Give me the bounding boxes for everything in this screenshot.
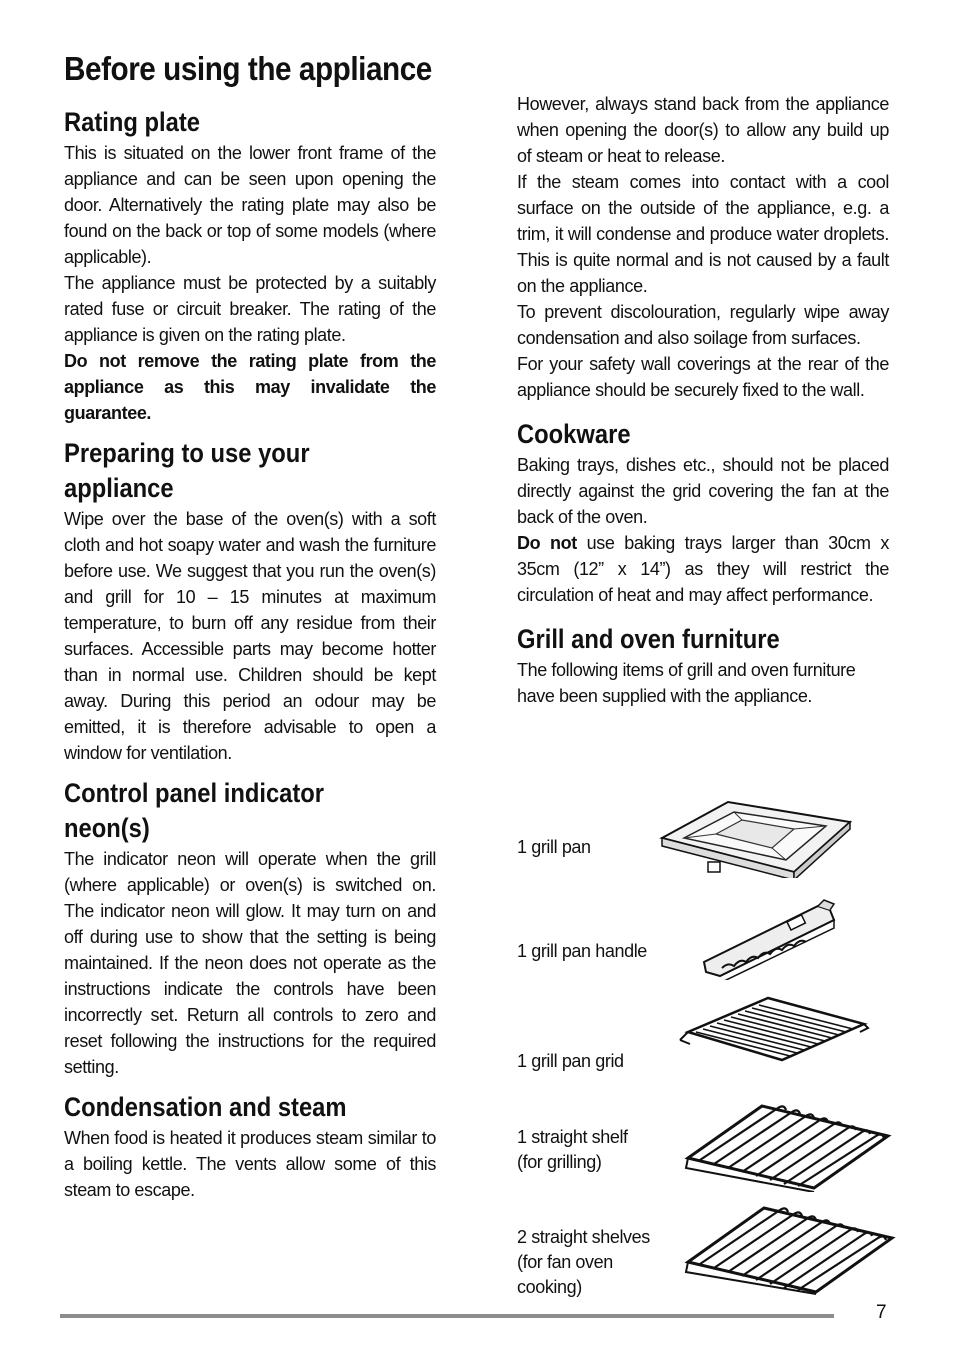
- cookware-do-not: Do not: [517, 533, 577, 553]
- preparing-heading: [64, 436, 434, 506]
- condensation-p4: To prevent discolouration, regularly wipe away condensation and also soilage from surfaces.: [517, 302, 889, 348]
- condensation-p3: If the steam comes into contact with a cool surface on the outside of the appliance, e.g. a trim, it will condense and produce water droplets. This is quite normal and is not caused by a fault on the appliance.: [517, 172, 889, 296]
- cookware-heading: Cookware: [517, 419, 631, 449]
- rating-plate-p1: This is situated on the lower front frame of the appliance and can be seen upon opening the door. Alternatively the rating plate may also be found on the back or top of some models (where applicable).: [64, 143, 436, 267]
- condensation-heading: Condensation and steam: [64, 1092, 347, 1122]
- grill-pan-image: [656, 796, 856, 878]
- straight-shelves-image: [682, 1196, 900, 1296]
- footer-rule: [60, 1314, 834, 1318]
- item-straight-shelf-label: [517, 1125, 687, 1175]
- cookware-p1: Baking trays, dishes etc., should not be placed directly against the grid covering the fan at the back of the oven.: [517, 455, 889, 527]
- item-straight-shelf-line2: (for grilling): [517, 1152, 602, 1172]
- control-panel-heading-line2: neon(s): [64, 813, 150, 843]
- grill-pan-grid-image: [676, 994, 870, 1066]
- item-grill-pan-grid-label: 1 grill pan grid: [517, 1051, 624, 1071]
- right-column: [517, 91, 889, 709]
- control-panel-heading: [64, 776, 434, 846]
- preparing-p1: Wipe over the base of the oven(s) with a soft cloth and hot soapy water and wash the furniture before use. We suggest that you run the oven(s) and grill for 10 – 15 minutes at maximum temperature, to burn off any residue from their surfaces. Accessible parts may become hotter than in normal use. Children should be kept away. During this period an odour may be emitted, it is therefore advisable to open a window for ventilation.: [64, 509, 436, 763]
- condensation-p5: For your safety wall coverings at the rear of the appliance should be securely fixed to the wall.: [517, 354, 889, 400]
- control-panel-p1: The indicator neon will operate when the grill (where applicable) or oven(s) is switched on. The indicator neon will glow. It may turn on and off during use to show that the setting is being maintained. If the neon does not operate as the instructions indicate the controls have been incorrectly set. Return all controls to zero and reset following the instructions for the required setting.: [64, 849, 436, 1077]
- rating-plate-warning: Do not remove the rating plate from the appliance as this may invalidate the guarantee.: [64, 351, 436, 423]
- rating-plate-p2: The appliance must be protected by a suitably rated fuse or circuit breaker. The rating of the appliance is given on the rating plate.: [64, 273, 436, 345]
- item-straight-shelves-line3: cooking): [517, 1277, 582, 1297]
- item-grill-pan-label: 1 grill pan: [517, 837, 591, 857]
- page-title: Before using the appliance: [64, 50, 432, 87]
- item-grill-pan-handle-label: 1 grill pan handle: [517, 941, 647, 961]
- item-straight-shelves-line1: 2 straight shelves: [517, 1227, 650, 1247]
- condensation-p1: When food is heated it produces steam similar to a boiling kettle. The vents allow some of this steam to escape.: [64, 1128, 436, 1200]
- cookware-p2-rest: use baking trays larger than 30cm x 35cm (12” x 14”) as they will restrict the circulation of heat and may affect performance.: [517, 533, 889, 605]
- page-number: 7: [876, 1302, 887, 1323]
- furniture-heading: Grill and oven furniture: [517, 624, 780, 654]
- condensation-p2: However, always stand back from the appliance when opening the door(s) to allow any build up of steam or heat to release.: [517, 94, 889, 166]
- item-straight-shelves-line2: (for fan oven: [517, 1252, 613, 1272]
- left-column: [64, 105, 436, 1203]
- cookware-p2: [517, 530, 889, 608]
- rating-plate-heading: Rating plate: [64, 107, 200, 137]
- item-straight-shelf-line1: 1 straight shelf: [517, 1127, 628, 1147]
- preparing-heading-line1: Preparing to use your: [64, 438, 310, 468]
- preparing-heading-line2: appliance: [64, 473, 174, 503]
- grill-pan-handle-image: [700, 898, 840, 980]
- straight-shelf-image: [682, 1096, 894, 1192]
- control-panel-heading-line1: Control panel indicator: [64, 778, 325, 808]
- furniture-intro: The following items of grill and oven furniture have been supplied with the appliance.: [517, 660, 856, 706]
- item-straight-shelves-label: [517, 1225, 687, 1300]
